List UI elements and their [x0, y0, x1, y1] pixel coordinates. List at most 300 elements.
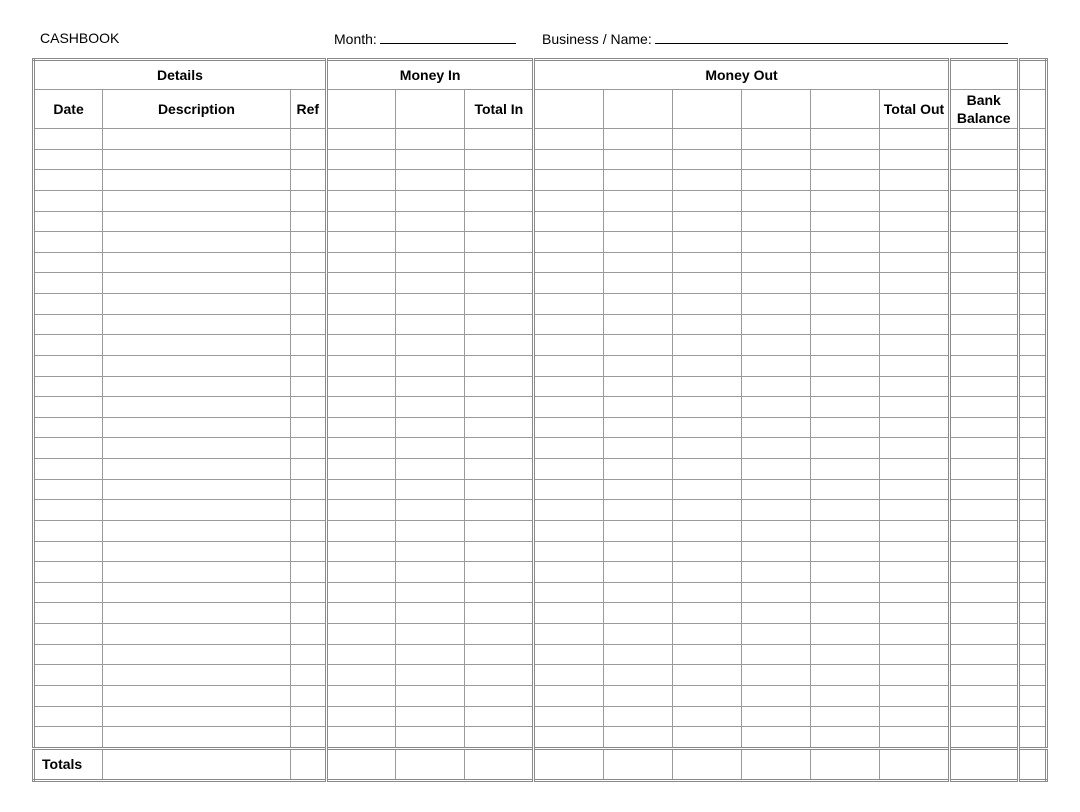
entry-cell[interactable]: [396, 397, 465, 418]
entry-cell[interactable]: [880, 520, 949, 541]
entry-cell[interactable]: [396, 376, 465, 397]
entry-cell[interactable]: [396, 438, 465, 459]
entry-cell[interactable]: [465, 624, 534, 645]
entry-cell[interactable]: [880, 376, 949, 397]
entry-cell[interactable]: [1018, 685, 1046, 706]
entry-cell[interactable]: [103, 685, 291, 706]
entry-cell[interactable]: [396, 335, 465, 356]
entry-cell[interactable]: [465, 644, 534, 665]
entry-cell[interactable]: [880, 500, 949, 521]
entry-cell[interactable]: [672, 417, 741, 438]
entry-cell[interactable]: [396, 500, 465, 521]
entry-cell[interactable]: [465, 417, 534, 438]
entry-cell[interactable]: [1018, 665, 1046, 686]
totals-cell[interactable]: [880, 748, 949, 780]
entry-cell[interactable]: [672, 376, 741, 397]
entry-cell[interactable]: [103, 149, 291, 170]
entry-cell[interactable]: [880, 479, 949, 500]
entry-cell[interactable]: [603, 582, 672, 603]
entry-cell[interactable]: [534, 500, 603, 521]
entry-cell[interactable]: [741, 355, 810, 376]
entry-cell[interactable]: [811, 500, 880, 521]
entry-cell[interactable]: [949, 520, 1018, 541]
entry-cell[interactable]: [326, 129, 395, 150]
entry-cell[interactable]: [949, 149, 1018, 170]
entry-cell[interactable]: [672, 603, 741, 624]
entry-cell[interactable]: [741, 397, 810, 418]
entry-cell[interactable]: [741, 232, 810, 253]
entry-cell[interactable]: [34, 706, 103, 727]
entry-cell[interactable]: [290, 541, 326, 562]
entry-cell[interactable]: [880, 170, 949, 191]
entry-cell[interactable]: [465, 149, 534, 170]
entry-cell[interactable]: [811, 273, 880, 294]
entry-cell[interactable]: [1018, 500, 1046, 521]
entry-cell[interactable]: [103, 355, 291, 376]
entry-cell[interactable]: [34, 727, 103, 749]
entry-cell[interactable]: [103, 232, 291, 253]
entry-cell[interactable]: [34, 294, 103, 315]
entry-cell[interactable]: [811, 129, 880, 150]
entry-cell[interactable]: [603, 603, 672, 624]
entry-cell[interactable]: [34, 355, 103, 376]
entry-cell[interactable]: [534, 727, 603, 749]
entry-cell[interactable]: [672, 665, 741, 686]
entry-cell[interactable]: [880, 417, 949, 438]
entry-cell[interactable]: [672, 520, 741, 541]
entry-cell[interactable]: [741, 603, 810, 624]
entry-cell[interactable]: [290, 438, 326, 459]
entry-cell[interactable]: [396, 727, 465, 749]
entry-cell[interactable]: [949, 252, 1018, 273]
entry-cell[interactable]: [103, 644, 291, 665]
entry-cell[interactable]: [949, 232, 1018, 253]
entry-cell[interactable]: [603, 273, 672, 294]
entry-cell[interactable]: [103, 335, 291, 356]
entry-cell[interactable]: [811, 541, 880, 562]
entry-cell[interactable]: [811, 438, 880, 459]
entry-cell[interactable]: [396, 314, 465, 335]
entry-cell[interactable]: [811, 355, 880, 376]
entry-cell[interactable]: [811, 314, 880, 335]
entry-cell[interactable]: [672, 644, 741, 665]
entry-cell[interactable]: [949, 314, 1018, 335]
entry-cell[interactable]: [290, 479, 326, 500]
entry-cell[interactable]: [949, 129, 1018, 150]
entry-cell[interactable]: [34, 376, 103, 397]
entry-cell[interactable]: [34, 397, 103, 418]
entry-cell[interactable]: [672, 355, 741, 376]
entry-cell[interactable]: [949, 397, 1018, 418]
entry-cell[interactable]: [103, 624, 291, 645]
entry-cell[interactable]: [534, 314, 603, 335]
entry-cell[interactable]: [396, 562, 465, 583]
entry-cell[interactable]: [396, 665, 465, 686]
entry-cell[interactable]: [672, 252, 741, 273]
entry-cell[interactable]: [534, 644, 603, 665]
entry-cell[interactable]: [1018, 541, 1046, 562]
entry-cell[interactable]: [465, 603, 534, 624]
entry-cell[interactable]: [465, 459, 534, 480]
entry-cell[interactable]: [880, 294, 949, 315]
entry-cell[interactable]: [534, 562, 603, 583]
entry-cell[interactable]: [880, 232, 949, 253]
entry-cell[interactable]: [880, 355, 949, 376]
entry-cell[interactable]: [1018, 417, 1046, 438]
entry-cell[interactable]: [880, 190, 949, 211]
entry-cell[interactable]: [396, 520, 465, 541]
entry-cell[interactable]: [290, 624, 326, 645]
entry-cell[interactable]: [534, 129, 603, 150]
entry-cell[interactable]: [949, 706, 1018, 727]
entry-cell[interactable]: [465, 727, 534, 749]
entry-cell[interactable]: [672, 541, 741, 562]
entry-cell[interactable]: [326, 520, 395, 541]
entry-cell[interactable]: [741, 500, 810, 521]
entry-cell[interactable]: [880, 273, 949, 294]
entry-cell[interactable]: [103, 438, 291, 459]
entry-cell[interactable]: [949, 335, 1018, 356]
entry-cell[interactable]: [103, 314, 291, 335]
entry-cell[interactable]: [103, 252, 291, 273]
entry-cell[interactable]: [103, 727, 291, 749]
entry-cell[interactable]: [1018, 727, 1046, 749]
entry-cell[interactable]: [811, 149, 880, 170]
entry-cell[interactable]: [103, 665, 291, 686]
entry-cell[interactable]: [326, 252, 395, 273]
entry-cell[interactable]: [326, 685, 395, 706]
business-name-field[interactable]: [542, 30, 1008, 47]
totals-cell[interactable]: [949, 748, 1018, 780]
entry-cell[interactable]: [326, 459, 395, 480]
entry-cell[interactable]: [1018, 479, 1046, 500]
entry-cell[interactable]: [1018, 314, 1046, 335]
totals-cell[interactable]: [103, 748, 291, 780]
entry-cell[interactable]: [741, 417, 810, 438]
entry-cell[interactable]: [34, 644, 103, 665]
entry-cell[interactable]: [534, 252, 603, 273]
totals-cell[interactable]: [396, 748, 465, 780]
entry-cell[interactable]: [290, 582, 326, 603]
entry-cell[interactable]: [534, 665, 603, 686]
entry-cell[interactable]: [34, 335, 103, 356]
entry-cell[interactable]: [672, 211, 741, 232]
entry-cell[interactable]: [290, 644, 326, 665]
entry-cell[interactable]: [603, 624, 672, 645]
entry-cell[interactable]: [880, 129, 949, 150]
entry-cell[interactable]: [290, 727, 326, 749]
entry-cell[interactable]: [811, 603, 880, 624]
entry-cell[interactable]: [1018, 562, 1046, 583]
entry-cell[interactable]: [465, 685, 534, 706]
entry-cell[interactable]: [811, 520, 880, 541]
entry-cell[interactable]: [603, 665, 672, 686]
entry-cell[interactable]: [103, 500, 291, 521]
entry-cell[interactable]: [672, 149, 741, 170]
entry-cell[interactable]: [880, 665, 949, 686]
entry-cell[interactable]: [326, 727, 395, 749]
entry-cell[interactable]: [465, 541, 534, 562]
entry-cell[interactable]: [1018, 211, 1046, 232]
entry-cell[interactable]: [326, 541, 395, 562]
entry-cell[interactable]: [465, 190, 534, 211]
entry-cell[interactable]: [1018, 376, 1046, 397]
entry-cell[interactable]: [1018, 706, 1046, 727]
entry-cell[interactable]: [672, 438, 741, 459]
entry-cell[interactable]: [811, 685, 880, 706]
entry-cell[interactable]: [34, 149, 103, 170]
entry-cell[interactable]: [741, 520, 810, 541]
entry-cell[interactable]: [949, 294, 1018, 315]
entry-cell[interactable]: [741, 294, 810, 315]
totals-cell[interactable]: [741, 748, 810, 780]
entry-cell[interactable]: [465, 397, 534, 418]
entry-cell[interactable]: [880, 397, 949, 418]
entry-cell[interactable]: [34, 624, 103, 645]
entry-cell[interactable]: [326, 706, 395, 727]
entry-cell[interactable]: [326, 376, 395, 397]
entry-cell[interactable]: [1018, 397, 1046, 418]
entry-cell[interactable]: [34, 582, 103, 603]
entry-cell[interactable]: [1018, 170, 1046, 191]
entry-cell[interactable]: [534, 417, 603, 438]
entry-cell[interactable]: [949, 624, 1018, 645]
entry-cell[interactable]: [949, 541, 1018, 562]
entry-cell[interactable]: [1018, 294, 1046, 315]
entry-cell[interactable]: [326, 644, 395, 665]
entry-cell[interactable]: [465, 273, 534, 294]
entry-cell[interactable]: [880, 685, 949, 706]
entry-cell[interactable]: [34, 211, 103, 232]
entry-cell[interactable]: [949, 644, 1018, 665]
entry-cell[interactable]: [949, 603, 1018, 624]
entry-cell[interactable]: [465, 129, 534, 150]
entry-cell[interactable]: [811, 211, 880, 232]
entry-cell[interactable]: [465, 355, 534, 376]
entry-cell[interactable]: [34, 273, 103, 294]
entry-cell[interactable]: [290, 520, 326, 541]
entry-cell[interactable]: [534, 211, 603, 232]
entry-cell[interactable]: [811, 706, 880, 727]
entry-cell[interactable]: [396, 644, 465, 665]
entry-cell[interactable]: [741, 479, 810, 500]
entry-cell[interactable]: [326, 149, 395, 170]
entry-cell[interactable]: [534, 479, 603, 500]
entry-cell[interactable]: [34, 190, 103, 211]
entry-cell[interactable]: [534, 685, 603, 706]
entry-cell[interactable]: [326, 624, 395, 645]
entry-cell[interactable]: [534, 232, 603, 253]
entry-cell[interactable]: [672, 500, 741, 521]
entry-cell[interactable]: [949, 190, 1018, 211]
entry-cell[interactable]: [603, 541, 672, 562]
entry-cell[interactable]: [465, 479, 534, 500]
entry-cell[interactable]: [811, 252, 880, 273]
entry-cell[interactable]: [741, 273, 810, 294]
business-name-underline[interactable]: [655, 30, 1008, 44]
entry-cell[interactable]: [103, 479, 291, 500]
entry-cell[interactable]: [396, 624, 465, 645]
entry-cell[interactable]: [741, 562, 810, 583]
entry-cell[interactable]: [880, 335, 949, 356]
entry-cell[interactable]: [396, 603, 465, 624]
entry-cell[interactable]: [103, 603, 291, 624]
entry-cell[interactable]: [396, 417, 465, 438]
totals-cell[interactable]: [811, 748, 880, 780]
entry-cell[interactable]: [603, 685, 672, 706]
entry-cell[interactable]: [949, 582, 1018, 603]
entry-cell[interactable]: [396, 294, 465, 315]
entry-cell[interactable]: [949, 562, 1018, 583]
entry-cell[interactable]: [880, 624, 949, 645]
entry-cell[interactable]: [534, 273, 603, 294]
entry-cell[interactable]: [1018, 438, 1046, 459]
entry-cell[interactable]: [103, 417, 291, 438]
entry-cell[interactable]: [103, 706, 291, 727]
entry-cell[interactable]: [811, 727, 880, 749]
month-underline[interactable]: [380, 30, 516, 44]
entry-cell[interactable]: [811, 335, 880, 356]
entry-cell[interactable]: [811, 232, 880, 253]
entry-cell[interactable]: [396, 252, 465, 273]
entry-cell[interactable]: [396, 273, 465, 294]
entry-cell[interactable]: [949, 479, 1018, 500]
entry-cell[interactable]: [741, 727, 810, 749]
entry-cell[interactable]: [603, 706, 672, 727]
totals-cell[interactable]: [672, 748, 741, 780]
entry-cell[interactable]: [34, 665, 103, 686]
entry-cell[interactable]: [290, 603, 326, 624]
entry-cell[interactable]: [534, 294, 603, 315]
entry-cell[interactable]: [672, 562, 741, 583]
entry-cell[interactable]: [34, 479, 103, 500]
entry-cell[interactable]: [465, 582, 534, 603]
entry-cell[interactable]: [603, 417, 672, 438]
entry-cell[interactable]: [672, 479, 741, 500]
entry-cell[interactable]: [34, 562, 103, 583]
entry-cell[interactable]: [880, 149, 949, 170]
entry-cell[interactable]: [103, 541, 291, 562]
entry-cell[interactable]: [672, 624, 741, 645]
entry-cell[interactable]: [34, 232, 103, 253]
entry-cell[interactable]: [465, 706, 534, 727]
entry-cell[interactable]: [326, 211, 395, 232]
entry-cell[interactable]: [741, 190, 810, 211]
entry-cell[interactable]: [326, 479, 395, 500]
entry-cell[interactable]: [672, 273, 741, 294]
entry-cell[interactable]: [672, 335, 741, 356]
entry-cell[interactable]: [290, 294, 326, 315]
entry-cell[interactable]: [603, 355, 672, 376]
entry-cell[interactable]: [290, 376, 326, 397]
entry-cell[interactable]: [103, 211, 291, 232]
entry-cell[interactable]: [290, 397, 326, 418]
entry-cell[interactable]: [103, 376, 291, 397]
entry-cell[interactable]: [741, 624, 810, 645]
entry-cell[interactable]: [741, 438, 810, 459]
entry-cell[interactable]: [103, 129, 291, 150]
entry-cell[interactable]: [880, 211, 949, 232]
entry-cell[interactable]: [603, 459, 672, 480]
entry-cell[interactable]: [1018, 459, 1046, 480]
entry-cell[interactable]: [672, 129, 741, 150]
entry-cell[interactable]: [603, 129, 672, 150]
entry-cell[interactable]: [326, 273, 395, 294]
entry-cell[interactable]: [741, 211, 810, 232]
entry-cell[interactable]: [396, 685, 465, 706]
entry-cell[interactable]: [672, 685, 741, 706]
entry-cell[interactable]: [290, 252, 326, 273]
entry-cell[interactable]: [603, 562, 672, 583]
entry-cell[interactable]: [811, 397, 880, 418]
entry-cell[interactable]: [534, 355, 603, 376]
entry-cell[interactable]: [1018, 520, 1046, 541]
entry-cell[interactable]: [811, 624, 880, 645]
totals-cell[interactable]: [326, 748, 395, 780]
entry-cell[interactable]: [534, 624, 603, 645]
entry-cell[interactable]: [103, 582, 291, 603]
entry-cell[interactable]: [34, 438, 103, 459]
entry-cell[interactable]: [949, 459, 1018, 480]
entry-cell[interactable]: [880, 541, 949, 562]
entry-cell[interactable]: [326, 582, 395, 603]
entry-cell[interactable]: [672, 190, 741, 211]
totals-cell[interactable]: [534, 748, 603, 780]
entry-cell[interactable]: [880, 644, 949, 665]
entry-cell[interactable]: [326, 665, 395, 686]
entry-cell[interactable]: [672, 170, 741, 191]
entry-cell[interactable]: [103, 190, 291, 211]
entry-cell[interactable]: [672, 727, 741, 749]
entry-cell[interactable]: [465, 520, 534, 541]
totals-cell[interactable]: [290, 748, 326, 780]
entry-cell[interactable]: [741, 149, 810, 170]
entry-cell[interactable]: [1018, 129, 1046, 150]
entry-cell[interactable]: [290, 232, 326, 253]
entry-cell[interactable]: [603, 211, 672, 232]
entry-cell[interactable]: [103, 294, 291, 315]
entry-cell[interactable]: [290, 417, 326, 438]
entry-cell[interactable]: [103, 459, 291, 480]
entry-cell[interactable]: [534, 376, 603, 397]
entry-cell[interactable]: [741, 129, 810, 150]
entry-cell[interactable]: [465, 562, 534, 583]
entry-cell[interactable]: [534, 541, 603, 562]
entry-cell[interactable]: [396, 211, 465, 232]
entry-cell[interactable]: [34, 500, 103, 521]
entry-cell[interactable]: [290, 706, 326, 727]
entry-cell[interactable]: [949, 417, 1018, 438]
entry-cell[interactable]: [880, 438, 949, 459]
entry-cell[interactable]: [741, 706, 810, 727]
entry-cell[interactable]: [603, 520, 672, 541]
entry-cell[interactable]: [103, 397, 291, 418]
entry-cell[interactable]: [949, 170, 1018, 191]
entry-cell[interactable]: [103, 520, 291, 541]
entry-cell[interactable]: [396, 706, 465, 727]
entry-cell[interactable]: [949, 727, 1018, 749]
entry-cell[interactable]: [326, 603, 395, 624]
entry-cell[interactable]: [465, 665, 534, 686]
entry-cell[interactable]: [534, 170, 603, 191]
entry-cell[interactable]: [465, 500, 534, 521]
entry-cell[interactable]: [811, 170, 880, 191]
entry-cell[interactable]: [326, 438, 395, 459]
entry-cell[interactable]: [34, 314, 103, 335]
entry-cell[interactable]: [603, 190, 672, 211]
entry-cell[interactable]: [396, 459, 465, 480]
entry-cell[interactable]: [1018, 273, 1046, 294]
